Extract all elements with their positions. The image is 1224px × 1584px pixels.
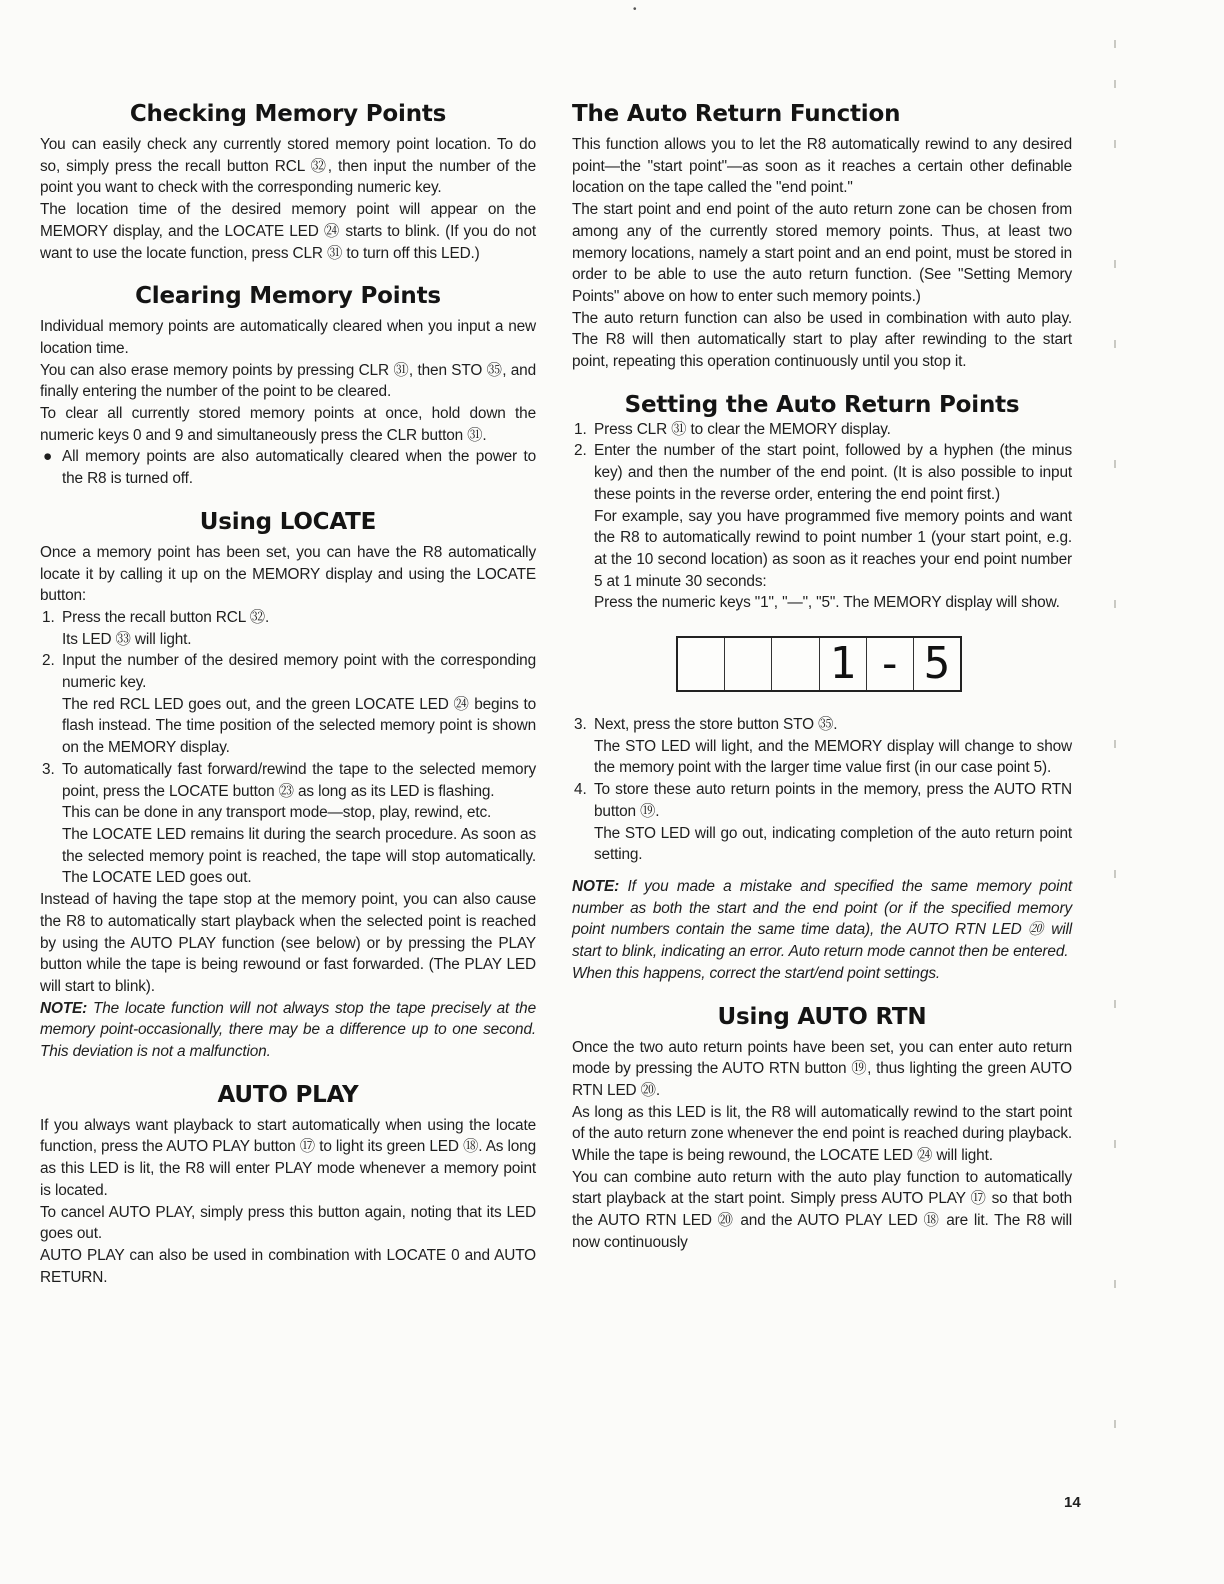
scan-speck: •: [633, 4, 637, 15]
clearing-paragraph-1: Individual memory points are automatically cleared when you input a new location time.: [40, 318, 536, 357]
clearing-paragraph-3: To clear all currently stored memory points at once, hold down the numeric keys 0 and 9 and simultaneously press the CLR button ㉛.: [40, 405, 536, 444]
step-text: Next, press the store button STO ㉟.: [594, 716, 838, 734]
step-number: 2.: [574, 442, 587, 460]
note-label: NOTE:: [572, 877, 620, 895]
step-text: Enter the number of the start point, followed by a hyphen (the minus key) and then the number of the end point. (It is also possible to input these points in the reverse order, entering the end point first.): [594, 442, 1072, 503]
display-digit-cell: [725, 638, 772, 690]
checking-paragraph-1: You can easily check any currently stored memory point location. To do so, simply press the recall button RCL ㉜, then input the number of the point you want to check with the corresponding numeric key.: [40, 136, 536, 197]
setting-auto-return-points-heading: Setting the Auto Return Points: [624, 391, 1020, 418]
usingrtn-paragraph-3: You can combine auto return with the auto play function to automatically start playback at the start point. Simply press AUTO PLAY ⑰ so that both the AUTO RTN LED ⑳ and the AUTO PLAY LED ⑱ are lit. The R8 will now continuously: [572, 1168, 1072, 1251]
memory-display-illustration: [676, 636, 962, 692]
setting-note: [572, 876, 1072, 963]
setting-note-2: When this happens, correct the start/end point settings.: [572, 964, 941, 982]
setting-steps-a: [572, 419, 1072, 614]
display-digit-cell: [772, 638, 819, 690]
step-text: Input the number of the desired memory point with the corresponding numeric key.: [62, 652, 536, 692]
display-digit-cell: 5: [923, 638, 951, 690]
list-item: [572, 419, 1072, 441]
right-column: [572, 100, 1072, 1254]
list-item: [40, 650, 536, 759]
step-number: 1.: [42, 608, 55, 626]
step-detail: For example, say you have programmed five memory points and want the R8 to automatically rewind to point number 1 (your start point, e.g. at the 10 second location) as soon as it reaches your end point number 5 at 1 minute 30 seconds:: [594, 507, 1072, 590]
step-number: 1.: [574, 420, 587, 438]
locate-steps: [40, 607, 536, 889]
step-detail: This can be done in any transport mode—stop, play, rewind, etc.: [62, 804, 492, 822]
step-number: 3.: [42, 760, 55, 778]
step-text: To automatically fast forward/rewind the tape to the selected memory point, press the LOCATE button ㉓ as long as its LED is flashing.: [62, 760, 536, 800]
step-detail: Press the numeric keys "1", "—", "5". The MEMORY display will show.: [594, 594, 1060, 612]
step-detail: The STO LED will light, and the MEMORY display will change to show the memory point with the larger time value first (in our case point 5).: [594, 737, 1072, 777]
list-item: [572, 714, 1072, 779]
display-digit-cell: [678, 638, 725, 690]
step-detail: The LOCATE LED remains lit during the search procedure. As soon as the selected memory point is reached, the tape will stop automatically. The LOCATE LED goes out.: [62, 825, 536, 887]
step-detail: The STO LED will go out, indicating completion of the auto return point setting.: [594, 824, 1072, 864]
clearing-memory-points-heading: Clearing Memory Points: [135, 283, 441, 310]
step-text: Press CLR ㉛ to clear the MEMORY display.: [594, 420, 891, 438]
checking-memory-points-heading: Checking Memory Points: [129, 101, 447, 127]
step-number: 2.: [42, 652, 55, 670]
locate-intro: Once a memory point has been set, you can have the R8 automatically locate it by calling it up on the MEMORY display and using the LOCATE button:: [40, 543, 536, 605]
locate-note-text: The locate function will not always stop the tape precisely at the memory point-occasionally, there may be a difference up to one second. This deviation is not a malfunction.: [40, 999, 536, 1061]
setting-note-text: If you made a mistake and specified the same memory point number as both the start and the end point (or if the specified memory point numbers contain the same time data), the AUTO RTN LED ⑳ will start to blink, indicating an error. Auto return mode cannot then be entered.: [572, 877, 1072, 961]
list-item: [572, 440, 1072, 614]
step-text: To store these auto return points in the memory, press the AUTO RTN button ⑲.: [594, 781, 1072, 820]
autoreturn-paragraph-2: The start point and end point of the auto return zone can be chosen from among any of the currently stored memory points. Thus, at least two memory locations, namely a start point and an end point, must be stored in order to be able to use the auto return function. (See "Setting Memory Points" above on how to enter such memory points.): [572, 201, 1072, 305]
locate-note: [40, 998, 536, 1063]
display-digit-cell: -: [867, 638, 914, 690]
auto-return-function-heading: The Auto Return Function: [572, 101, 901, 127]
setting-steps-b: [572, 714, 1072, 866]
checking-paragraph-2: The location time of the desired memory point will appear on the MEMORY display, and the LOCATE LED ㉔ starts to blink. (If you do not want to use the locate function, press CLR ㉛ to turn off this LED.): [40, 201, 536, 262]
page-number: 14: [1064, 1494, 1081, 1511]
list-item: [572, 779, 1072, 866]
clearing-bullet: [40, 446, 536, 489]
using-auto-rtn-heading: Using AUTO RTN: [717, 1003, 927, 1030]
note-label: NOTE:: [40, 999, 88, 1017]
display-digit-cell: 1: [820, 638, 867, 690]
clearing-paragraph-2: You can also erase memory points by pressing CLR ㉛, then STO ㉟, and finally entering the number of the point to be cleared.: [40, 361, 536, 401]
margin-ticks: [1114, 40, 1118, 1540]
usingrtn-paragraph-2: As long as this LED is lit, the R8 will automatically rewind to the start point of the auto return zone whenever the end point is reached during playback. While the tape is being rewound, the LOCATE LED ㉔ will light.: [572, 1103, 1072, 1165]
clearing-bullet-text: All memory points are also automatically cleared when the power to the R8 is turned off.: [62, 448, 536, 488]
autoreturn-paragraph-1: This function allows you to let the R8 automatically rewind to any desired point—the "start point"—as soon as it reaches a certain other definable location on the tape called the "end point.": [572, 136, 1072, 197]
autoreturn-paragraph-3: The auto return function can also be used in combination with auto play. The R8 will then automatically start to play after rewinding to the start point, repeating this operation continuously until you stop it.: [572, 309, 1072, 371]
step-detail: Its LED ㉝ will light.: [62, 630, 192, 648]
auto-play-heading: AUTO PLAY: [217, 1081, 359, 1108]
step-number: 4.: [574, 781, 587, 799]
list-item: [40, 607, 536, 650]
autoplay-paragraph-2: To cancel AUTO PLAY, simply press this button again, noting that its LED goes out.: [40, 1203, 536, 1243]
using-locate-heading: Using LOCATE: [199, 508, 377, 535]
step-number: 3.: [574, 716, 587, 734]
locate-paragraph-after: Instead of having the tape stop at the memory point, you can also cause the R8 to automatically start playback when the selected point is reached by using the AUTO PLAY function (see below) or by pressing the PLAY button while the tape is being rewound or fast forwarded. (The PLAY LED will start to blink).: [40, 891, 536, 995]
list-item: [40, 759, 536, 889]
bullet-dot-icon: ●: [43, 448, 53, 466]
step-text: Press the recall button RCL ㉜.: [62, 608, 270, 626]
step-detail: The red RCL LED goes out, and the green LOCATE LED ㉔ begins to flash instead. The time position of the selected memory point is shown on the MEMORY display.: [62, 695, 536, 757]
autoplay-paragraph-3: AUTO PLAY can also be used in combination with LOCATE 0 and AUTO RETURN.: [40, 1246, 536, 1286]
autoplay-paragraph-1: If you always want playback to start automatically when using the locate function, press the AUTO PLAY button ⑰ to light its green LED ⑱. As long as this LED is lit, the R8 will enter PLAY mode whenever a memory point is located.: [40, 1116, 536, 1199]
left-column: [40, 100, 536, 1288]
usingrtn-paragraph-1: Once the two auto return points have been set, you can enter auto return mode by pressing the AUTO RTN button ⑲, thus lighting the green AUTO RTN LED ⑳.: [572, 1038, 1072, 1099]
